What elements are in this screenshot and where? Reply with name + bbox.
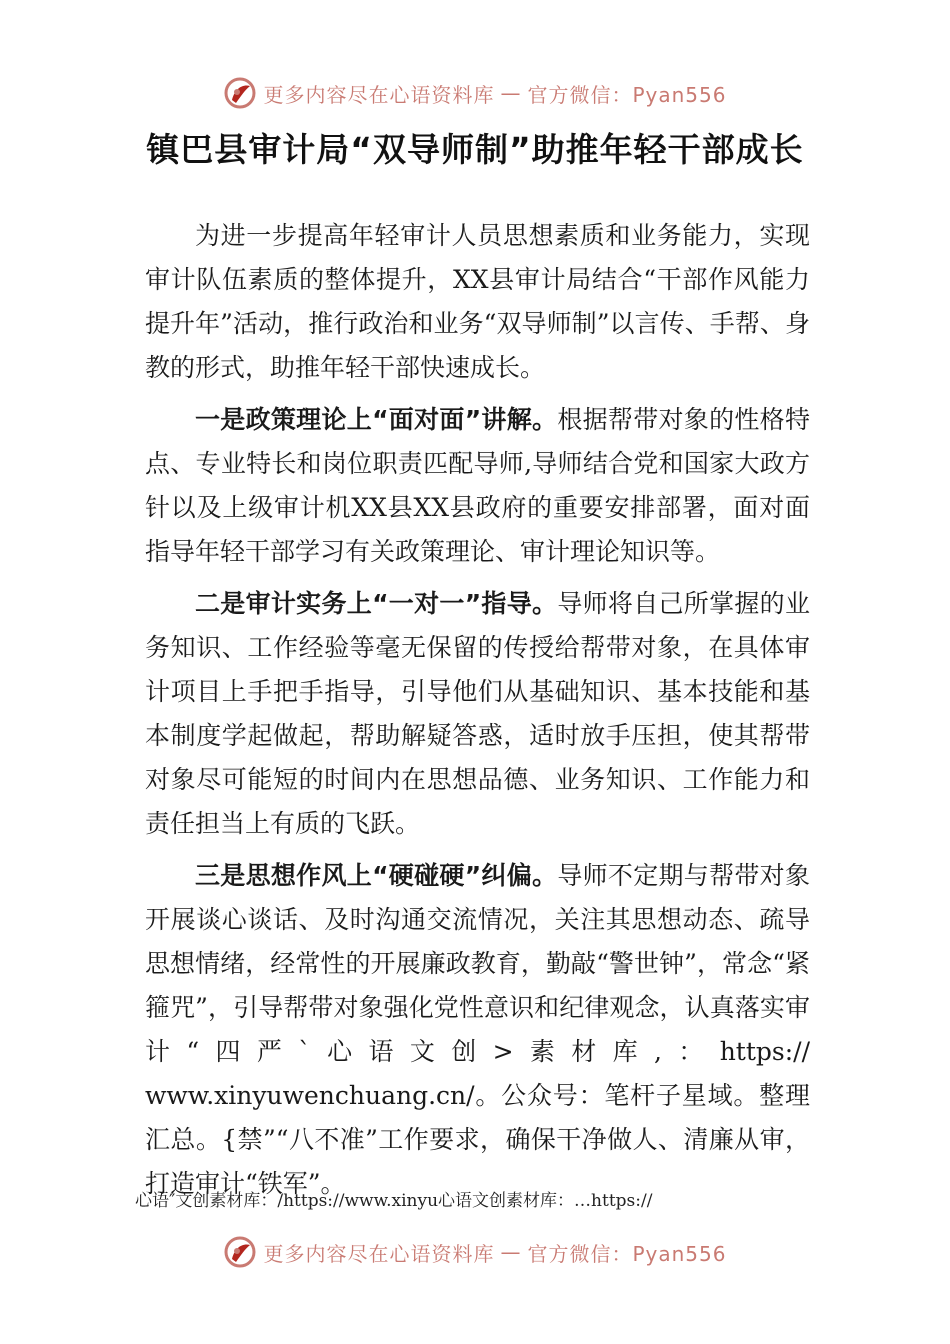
watermark-separator: — — [500, 81, 522, 105]
watermark-separator: — — [500, 1240, 522, 1264]
section-paragraph-2 — [145, 582, 810, 846]
section-lead-3: 三是思想作风上“硬碰硬”纠偏。 — [195, 861, 558, 890]
watermark-logo-icon — [223, 1235, 257, 1269]
watermark-text-main: 更多内容尽在心语资料库 — [263, 1241, 495, 1266]
section-paragraph-3 — [145, 854, 810, 1206]
section-text-3: 导师不定期与帮带对象开展谈心谈话、及时沟通交流情况，关注其思想动态、疏导思想情绪，经常性的开展廉政教育，勤敲“警世钟”，常念“紧箍咒”，引导帮带对象强化党性意识和纪律观念，认真落实审计“四严`心语文创>素材库,：https:// www.xinyuwenchuang.cn/。公众号：笔杆子星域。整理汇总。{禁”“八不准”工作要求，确保干净做人、清廉从审，打造审计“铁军”。 — [145, 861, 810, 1198]
watermark-header — [0, 73, 950, 113]
section-text-1: 根据帮带对象的性格特点、专业特长和岗位职责匹配导师,导师结合党和国家大政方针以及上级审计机XX县XX县政府的重要安排部署，面对面指导年轻干部学习有关政策理论、审计理论知识等。 — [145, 405, 810, 566]
section-text-2: 导师将自己所掌握的业务知识、工作经验等毫无保留的传授给帮带对象，在具体审计项目上手把手指导，引导他们从基础知识、基本技能和基本制度学起做起，帮助解疑答惑，适时放手压担，使其帮带对象尽可能短的时间内在思想品德、业务知识、工作能力和责任担当上有质的飞跃。 — [145, 589, 810, 838]
watermark-logo-icon — [223, 76, 257, 110]
section-paragraph-1 — [145, 398, 810, 574]
document-title: 镇巴县审计局“双导师制”助推年轻干部成长 — [146, 130, 804, 169]
watermark-footer — [0, 1232, 950, 1272]
section-lead-2: 二是审计实务上“一对一”指导。 — [195, 589, 558, 618]
watermark-wechat: 官方微信：Pyan556 — [527, 82, 727, 107]
section-lead-1: 一是政策理论上“面对面”讲解。 — [195, 405, 558, 434]
intro-paragraph: 为进一步提高年轻审计人员思想素质和业务能力，实现审计队伍素质的整体提升，XX县审计局结合“干部作风能力提升年”活动，推行政治和业务“双导师制”以言传、手帮、身教的形式，助推年轻干部快速成长。 — [145, 221, 810, 382]
footnote-text: 心语″文创素材库：/https://www.xinyu心语文创素材库：…https:// — [135, 1191, 653, 1211]
watermark-text-main: 更多内容尽在心语资料库 — [263, 82, 495, 107]
watermark-wechat: 官方微信：Pyan556 — [527, 1241, 727, 1266]
document-body — [145, 214, 810, 1206]
